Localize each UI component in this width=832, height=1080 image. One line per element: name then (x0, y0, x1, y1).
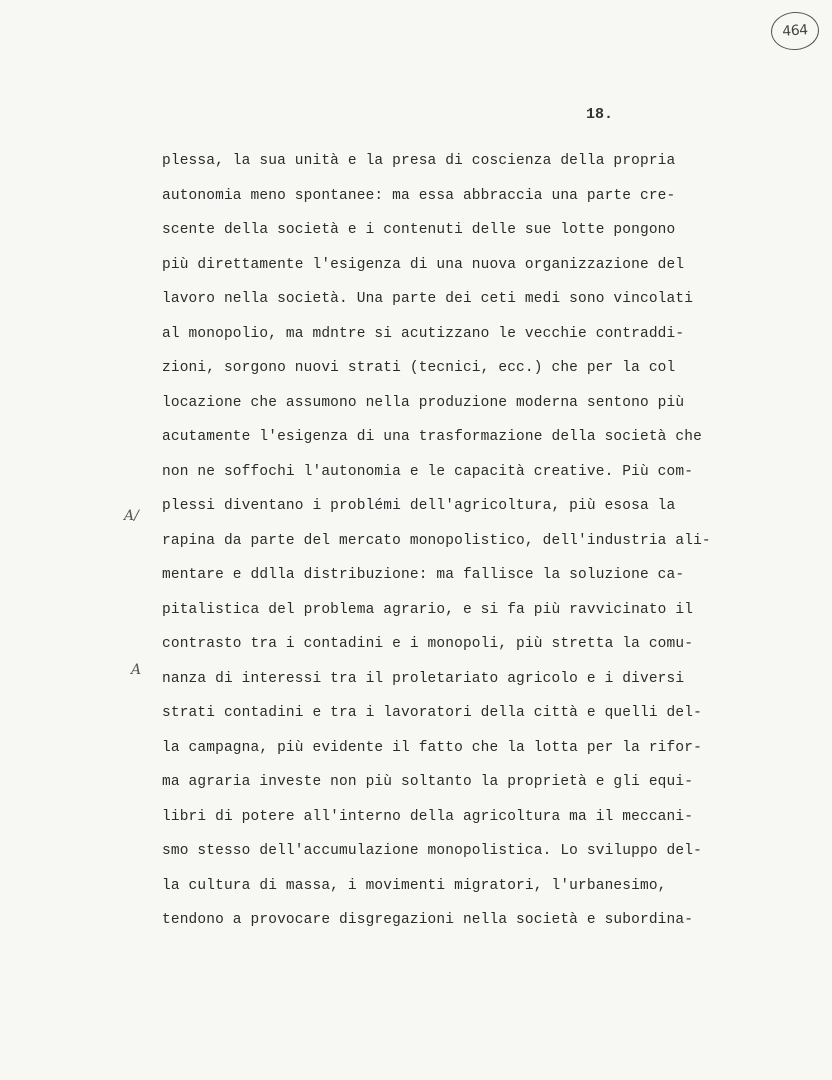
text-line: nanza di interessi tra il proletariato agricolo e i diversi (162, 670, 685, 687)
text-line: rapina da parte del mercato monopolistico, dell'industria ali- (162, 532, 711, 549)
archive-stamp-number: 464 (781, 22, 809, 40)
text-line: lavoro nella società. Una parte dei ceti medi sono vincolati (162, 291, 694, 307)
margin-annotation: A (131, 662, 142, 678)
text-line: acutamente l'esigenza di una trasformazione della società che (162, 429, 702, 445)
margin-annotation: A/ (124, 508, 139, 524)
text-line: mentare e ddlla distribuzione: ma fallisce la soluzione ca- (162, 567, 685, 583)
text-line: strati contadini e tra i lavoratori della città e quelli del- (162, 705, 702, 721)
text-line: tendono a provocare disgregazioni nella società e subordina- (162, 912, 694, 928)
text-line: contrasto tra i contadini e i monopoli, più stretta la comu- (162, 636, 694, 652)
text-line: locazione che assumono nella produzione moderna sentono più (162, 394, 685, 411)
text-line: ma agraria investe non più soltanto la proprietà e gli equi- (162, 774, 694, 790)
page-number: 18. (586, 106, 614, 123)
text-line: al monopolio, ma mdntre si acutizzano le vecchie contraddi- (162, 325, 685, 342)
text-line: plessi diventano i problémi dell'agricoltura, più esosa la (162, 498, 676, 514)
text-line: zioni, sorgono nuovi strati (tecnici, ecc.) che per la col (162, 360, 676, 376)
text-line: smo stesso dell'accumulazione monopolistica. Lo sviluppo del- (162, 843, 702, 859)
archive-stamp (770, 10, 821, 51)
text-line: più direttamente l'esigenza di una nuova organizzazione del (162, 256, 685, 273)
text-line: libri di potere all'interno della agricoltura ma il meccani- (162, 808, 694, 825)
text-line: autonomia meno spontanee: ma essa abbraccia una parte cre- (162, 187, 676, 204)
text-line: la campagna, più evidente il fatto che la lotta per la rifor- (162, 739, 702, 756)
text-line: pitalistica del problema agrario, e si fa più ravvicinato il (162, 601, 694, 618)
text-line: scente della società e i contenuti delle sue lotte pongono (162, 222, 676, 238)
text-line: plessa, la sua unità e la presa di coscienza della propria (162, 153, 676, 169)
text-line: la cultura di massa, i movimenti migratori, l'urbanesimo, (162, 877, 667, 894)
body-text (162, 150, 772, 944)
text-line: non ne soffochi l'autonomia e le capacità creative. Più com- (162, 463, 694, 480)
